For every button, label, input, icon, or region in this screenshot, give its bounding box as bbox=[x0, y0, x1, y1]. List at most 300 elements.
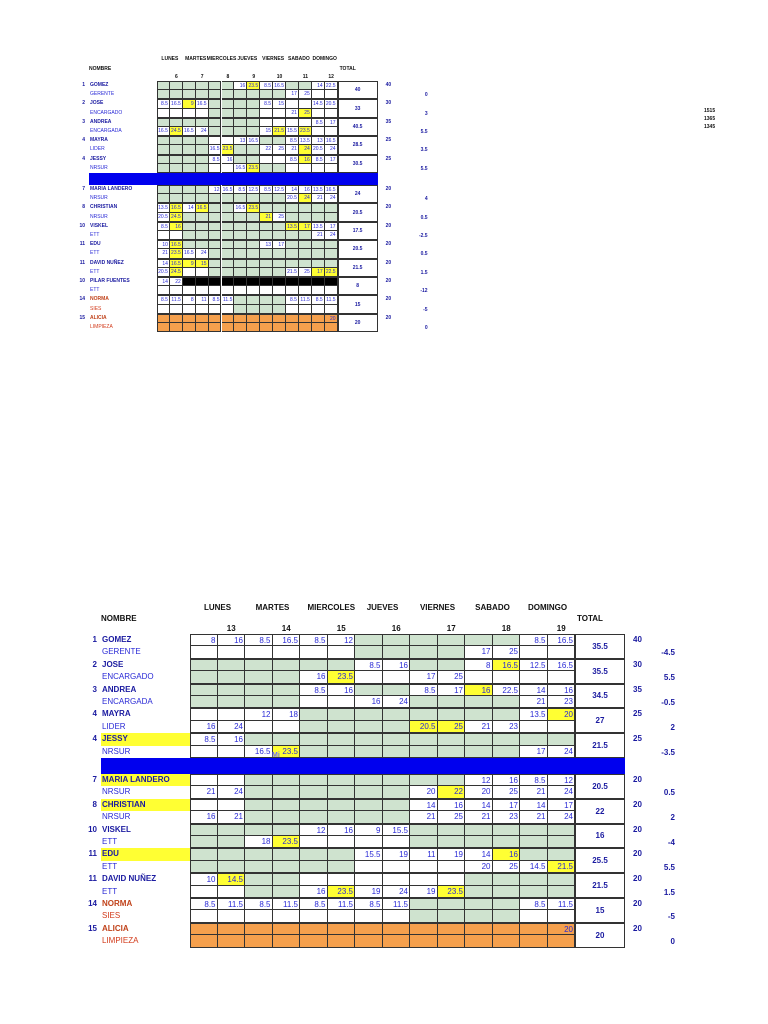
shift-cell-sabado-end[interactable] bbox=[299, 259, 312, 268]
shift-cell-sabado-end[interactable] bbox=[493, 910, 521, 922]
shift-cell-lunes-end[interactable]: 24 bbox=[218, 721, 246, 733]
shift-cell-sabado-start[interactable] bbox=[465, 836, 493, 848]
shift-cell-domingo-end[interactable]: 17 bbox=[548, 799, 576, 811]
shift-cell-martes-start[interactable] bbox=[183, 213, 196, 222]
shift-cell-jueves-start[interactable] bbox=[234, 118, 247, 127]
shift-cell-domingo-end[interactable]: 24 bbox=[548, 811, 576, 823]
shift-cell-sabado-end[interactable]: 25 bbox=[299, 90, 312, 99]
shift-cell-martes-start[interactable] bbox=[245, 786, 273, 798]
shift-cell-sabado-end[interactable]: 16 bbox=[493, 848, 521, 860]
shift-cell-viernes-end[interactable] bbox=[438, 659, 466, 671]
shift-cell-martes-start[interactable] bbox=[245, 696, 273, 708]
shift-cell-viernes-start[interactable]: 21 bbox=[260, 213, 273, 222]
shift-cell-jueves-start[interactable] bbox=[234, 222, 247, 231]
shift-cell-martes-start[interactable] bbox=[183, 90, 196, 99]
shift-cell-viernes-end[interactable] bbox=[273, 90, 286, 99]
shift-cell-lunes-end[interactable] bbox=[170, 155, 183, 164]
shift-cell-martes-end[interactable] bbox=[196, 164, 209, 173]
shift-cell-sabado-end[interactable] bbox=[493, 923, 521, 935]
shift-cell-miercoles-start[interactable] bbox=[300, 811, 328, 823]
shift-cell-jueves-end[interactable]: 23.5 bbox=[247, 164, 260, 173]
shift-cell-jueves-start[interactable]: 9 bbox=[355, 824, 383, 836]
shift-cell-lunes-end[interactable] bbox=[218, 836, 246, 848]
shift-cell-viernes-end[interactable]: 21.5 bbox=[273, 127, 286, 136]
shift-cell-sabado-start[interactable] bbox=[286, 277, 299, 286]
shift-cell-miercoles-start[interactable] bbox=[300, 861, 328, 873]
shift-cell-miercoles-start[interactable] bbox=[209, 118, 222, 127]
shift-cell-lunes-end[interactable] bbox=[170, 286, 183, 295]
shift-cell-sabado-end[interactable] bbox=[493, 836, 521, 848]
shift-cell-lunes-start[interactable] bbox=[157, 145, 170, 154]
shift-cell-domingo-end[interactable] bbox=[548, 935, 576, 947]
shift-cell-jueves-end[interactable] bbox=[383, 935, 411, 947]
shift-cell-martes-start[interactable]: 16.5 bbox=[245, 746, 273, 758]
shift-cell-martes-end[interactable] bbox=[273, 721, 301, 733]
shift-cell-jueves-end[interactable]: 15.5 bbox=[383, 824, 411, 836]
shift-cell-viernes-start[interactable]: 8.5 bbox=[260, 81, 273, 90]
shift-cell-domingo-end[interactable]: 20 bbox=[325, 314, 338, 323]
shift-cell-sabado-end[interactable]: 16 bbox=[299, 155, 312, 164]
shift-cell-lunes-end[interactable] bbox=[218, 848, 246, 860]
shift-cell-miercoles-end[interactable] bbox=[328, 836, 356, 848]
shift-cell-domingo-start[interactable] bbox=[520, 671, 548, 683]
shift-cell-martes-end[interactable] bbox=[196, 222, 209, 231]
shift-cell-jueves-end[interactable] bbox=[247, 145, 260, 154]
shift-cell-viernes-end[interactable] bbox=[438, 746, 466, 758]
shift-cell-lunes-start[interactable] bbox=[157, 155, 170, 164]
shift-cell-viernes-end[interactable] bbox=[438, 873, 466, 885]
shift-cell-martes-end[interactable] bbox=[273, 910, 301, 922]
shift-cell-domingo-start[interactable] bbox=[312, 314, 325, 323]
shift-cell-lunes-end[interactable] bbox=[170, 185, 183, 194]
shift-cell-lunes-start[interactable] bbox=[157, 323, 170, 332]
shift-cell-jueves-end[interactable] bbox=[247, 323, 260, 332]
shift-cell-miercoles-end[interactable] bbox=[328, 721, 356, 733]
shift-cell-martes-start[interactable] bbox=[245, 861, 273, 873]
shift-cell-jueves-end[interactable] bbox=[247, 305, 260, 314]
shift-cell-jueves-start[interactable] bbox=[234, 305, 247, 314]
shift-cell-miercoles-end[interactable]: 23.5 bbox=[328, 886, 356, 898]
shift-cell-viernes-end[interactable] bbox=[438, 634, 466, 646]
shift-cell-viernes-start[interactable] bbox=[260, 314, 273, 323]
shift-cell-sabado-end[interactable] bbox=[299, 286, 312, 295]
shift-cell-lunes-start[interactable]: 16.5 bbox=[157, 127, 170, 136]
shift-cell-viernes-end[interactable]: 22 bbox=[438, 786, 466, 798]
shift-cell-lunes-end[interactable] bbox=[170, 231, 183, 240]
shift-cell-miercoles-start[interactable] bbox=[209, 194, 222, 203]
shift-cell-miercoles-start[interactable] bbox=[209, 164, 222, 173]
shift-cell-viernes-end[interactable]: 17 bbox=[273, 240, 286, 249]
shift-cell-domingo-start[interactable] bbox=[312, 127, 325, 136]
shift-cell-miercoles-start[interactable] bbox=[209, 286, 222, 295]
shift-cell-sabado-start[interactable] bbox=[286, 259, 299, 268]
shift-cell-sabado-end[interactable]: 13.5 bbox=[300, 138, 310, 145]
shift-cell-sabado-start[interactable]: 12 bbox=[465, 774, 493, 786]
shift-cell-miercoles-end[interactable]: 16.5 bbox=[222, 187, 233, 193]
shift-cell-viernes-end[interactable]: 23.5 bbox=[438, 886, 466, 898]
shift-cell-martes-end[interactable] bbox=[196, 213, 209, 222]
shift-cell-martes-start[interactable]: 9 bbox=[183, 99, 196, 108]
shift-cell-domingo-end[interactable]: 22.5 bbox=[325, 83, 336, 89]
shift-cell-lunes-start[interactable]: 16 bbox=[190, 811, 218, 823]
shift-cell-jueves-end[interactable] bbox=[383, 684, 411, 696]
shift-cell-domingo-end[interactable]: 24 bbox=[548, 786, 576, 798]
shift-cell-sabado-end[interactable] bbox=[493, 671, 521, 683]
shift-cell-lunes-end[interactable] bbox=[170, 136, 183, 145]
shift-cell-miercoles-start[interactable] bbox=[300, 774, 328, 786]
shift-cell-viernes-start[interactable]: 17 bbox=[410, 671, 438, 683]
shift-cell-viernes-start[interactable] bbox=[260, 155, 273, 164]
shift-cell-miercoles-end[interactable] bbox=[328, 746, 356, 758]
shift-cell-miercoles-end[interactable] bbox=[328, 696, 356, 708]
shift-cell-jueves-end[interactable] bbox=[247, 259, 260, 268]
shift-cell-miercoles-start[interactable]: 12 bbox=[300, 824, 328, 836]
shift-cell-sabado-start[interactable] bbox=[286, 305, 299, 314]
shift-cell-miercoles-start[interactable]: 8.5 bbox=[300, 634, 328, 646]
shift-cell-sabado-end[interactable] bbox=[299, 305, 312, 314]
shift-cell-viernes-start[interactable] bbox=[260, 323, 273, 332]
shift-cell-domingo-start[interactable]: 21 bbox=[520, 696, 548, 708]
shift-cell-domingo-start[interactable] bbox=[520, 848, 548, 860]
shift-cell-sabado-start[interactable]: 16 bbox=[465, 684, 493, 696]
shift-cell-jueves-end[interactable] bbox=[247, 314, 260, 323]
shift-cell-miercoles-start[interactable] bbox=[209, 268, 222, 277]
shift-cell-jueves-start[interactable] bbox=[234, 127, 247, 136]
shift-cell-lunes-start[interactable] bbox=[157, 305, 170, 314]
shift-cell-viernes-start[interactable] bbox=[410, 935, 438, 947]
shift-cell-viernes-start[interactable] bbox=[410, 873, 438, 885]
shift-cell-domingo-end[interactable] bbox=[548, 873, 576, 885]
shift-cell-domingo-end[interactable] bbox=[325, 164, 338, 173]
shift-cell-martes-start[interactable] bbox=[245, 923, 273, 935]
shift-cell-lunes-start[interactable] bbox=[157, 164, 170, 173]
shift-cell-domingo-end[interactable] bbox=[325, 286, 338, 295]
shift-cell-martes-end[interactable] bbox=[273, 923, 301, 935]
shift-cell-sabado-start[interactable] bbox=[286, 231, 299, 240]
shift-cell-martes-start[interactable] bbox=[245, 811, 273, 823]
shift-cell-sabado-end[interactable]: 25 bbox=[299, 109, 312, 118]
shift-cell-miercoles-end[interactable] bbox=[222, 118, 235, 127]
shift-cell-domingo-start[interactable] bbox=[312, 109, 325, 118]
shift-cell-domingo-start[interactable] bbox=[312, 240, 325, 249]
shift-cell-miercoles-start[interactable] bbox=[300, 786, 328, 798]
shift-cell-miercoles-start[interactable]: 16 bbox=[300, 886, 328, 898]
shift-cell-lunes-start[interactable]: 8.5 bbox=[157, 222, 170, 231]
shift-cell-lunes-end[interactable]: 23.5 bbox=[170, 249, 183, 258]
shift-cell-viernes-end[interactable] bbox=[438, 935, 466, 947]
shift-cell-lunes-start[interactable] bbox=[190, 886, 218, 898]
shift-cell-sabado-start[interactable]: 20 bbox=[465, 786, 493, 798]
shift-cell-domingo-start[interactable] bbox=[520, 886, 548, 898]
shift-cell-lunes-end[interactable] bbox=[218, 824, 246, 836]
shift-cell-jueves-end[interactable] bbox=[247, 249, 260, 258]
shift-cell-jueves-start[interactable]: 15.5 bbox=[355, 848, 383, 860]
shift-cell-domingo-start[interactable]: 8.5 bbox=[520, 898, 548, 910]
shift-cell-jueves-start[interactable] bbox=[355, 811, 383, 823]
shift-cell-viernes-end[interactable] bbox=[273, 314, 286, 323]
shift-cell-jueves-end[interactable] bbox=[247, 268, 260, 277]
shift-cell-jueves-end[interactable]: 16 bbox=[383, 659, 411, 671]
shift-cell-domingo-end[interactable]: 24 bbox=[325, 231, 338, 240]
shift-cell-domingo-start[interactable]: 13.5 bbox=[312, 187, 323, 193]
shift-cell-domingo-start[interactable] bbox=[312, 164, 325, 173]
shift-cell-miercoles-end[interactable] bbox=[222, 259, 235, 268]
shift-cell-jueves-end[interactable] bbox=[383, 811, 411, 823]
shift-cell-miercoles-start[interactable] bbox=[209, 81, 222, 90]
shift-cell-jueves-start[interactable] bbox=[234, 268, 247, 277]
shift-cell-sabado-start[interactable] bbox=[286, 81, 299, 90]
shift-cell-martes-end[interactable] bbox=[273, 799, 301, 811]
shift-cell-miercoles-start[interactable] bbox=[300, 935, 328, 947]
shift-cell-viernes-end[interactable]: 25 bbox=[438, 721, 466, 733]
shift-cell-viernes-end[interactable] bbox=[273, 305, 286, 314]
shift-cell-viernes-end[interactable] bbox=[438, 708, 466, 720]
shift-cell-viernes-end[interactable]: 12.5 bbox=[274, 187, 284, 193]
shift-cell-jueves-start[interactable] bbox=[234, 259, 247, 268]
shift-cell-viernes-start[interactable]: 8.5 bbox=[410, 684, 438, 696]
shift-cell-domingo-end[interactable]: 16.5 bbox=[325, 187, 336, 193]
shift-cell-jueves-start[interactable] bbox=[355, 646, 383, 658]
shift-cell-lunes-start[interactable]: 8.5 bbox=[190, 898, 218, 910]
shift-cell-jueves-start[interactable] bbox=[234, 277, 247, 286]
shift-cell-jueves-end[interactable] bbox=[383, 861, 411, 873]
shift-cell-lunes-start[interactable] bbox=[190, 861, 218, 873]
shift-cell-martes-end[interactable] bbox=[196, 314, 209, 323]
shift-cell-sabado-end[interactable]: 22.5 bbox=[493, 684, 521, 696]
shift-cell-viernes-end[interactable] bbox=[273, 136, 286, 145]
shift-cell-domingo-start[interactable]: 20.5 bbox=[312, 145, 325, 154]
shift-cell-lunes-end[interactable]: 22 bbox=[170, 277, 183, 286]
shift-cell-jueves-end[interactable] bbox=[383, 774, 411, 786]
shift-cell-domingo-end[interactable] bbox=[325, 127, 338, 136]
shift-cell-domingo-end[interactable]: 17 bbox=[325, 118, 338, 127]
shift-cell-miercoles-end[interactable] bbox=[222, 240, 235, 249]
shift-cell-lunes-end[interactable]: 16 bbox=[218, 733, 246, 745]
shift-cell-sabado-end[interactable] bbox=[493, 935, 521, 947]
shift-cell-domingo-end[interactable] bbox=[548, 824, 576, 836]
shift-cell-miercoles-end[interactable] bbox=[328, 923, 356, 935]
shift-cell-jueves-start[interactable]: 16.5 bbox=[234, 164, 247, 173]
shift-cell-martes-start[interactable] bbox=[183, 268, 196, 277]
shift-cell-jueves-end[interactable] bbox=[383, 836, 411, 848]
shift-cell-viernes-end[interactable]: 16.5 bbox=[274, 83, 284, 89]
shift-cell-lunes-end[interactable]: 24.5 bbox=[170, 213, 183, 222]
shift-cell-sabado-start[interactable]: 21 bbox=[465, 721, 493, 733]
shift-cell-domingo-start[interactable]: 17 bbox=[312, 268, 325, 277]
shift-cell-sabado-start[interactable] bbox=[286, 240, 299, 249]
shift-cell-sabado-end[interactable] bbox=[493, 708, 521, 720]
shift-cell-domingo-start[interactable] bbox=[520, 910, 548, 922]
shift-cell-viernes-end[interactable] bbox=[273, 249, 286, 258]
shift-cell-viernes-end[interactable]: 16 bbox=[438, 799, 466, 811]
shift-cell-sabado-start[interactable] bbox=[286, 323, 299, 332]
shift-cell-lunes-start[interactable] bbox=[157, 314, 170, 323]
shift-cell-sabado-end[interactable]: 24 bbox=[299, 194, 312, 203]
shift-cell-jueves-end[interactable] bbox=[247, 155, 260, 164]
shift-cell-sabado-start[interactable] bbox=[286, 286, 299, 295]
shift-cell-viernes-start[interactable]: 20 bbox=[410, 786, 438, 798]
shift-cell-lunes-end[interactable]: 16.5 bbox=[171, 101, 181, 108]
shift-cell-martes-end[interactable] bbox=[273, 774, 301, 786]
shift-cell-martes-end[interactable] bbox=[196, 81, 209, 90]
shift-cell-jueves-start[interactable] bbox=[355, 684, 383, 696]
shift-cell-miercoles-start[interactable] bbox=[300, 799, 328, 811]
shift-cell-jueves-start[interactable] bbox=[355, 671, 383, 683]
shift-cell-sabado-end[interactable] bbox=[493, 873, 521, 885]
shift-cell-lunes-start[interactable] bbox=[157, 136, 170, 145]
shift-cell-domingo-start[interactable]: 8.5 bbox=[520, 774, 548, 786]
shift-cell-miercoles-end[interactable]: 16 bbox=[222, 155, 235, 164]
shift-cell-jueves-start[interactable]: 8.5 bbox=[355, 898, 383, 910]
shift-cell-lunes-start[interactable]: 8.5 bbox=[157, 295, 170, 304]
shift-cell-sabado-start[interactable] bbox=[286, 164, 299, 173]
shift-cell-lunes-start[interactable] bbox=[157, 81, 170, 90]
shift-cell-domingo-start[interactable] bbox=[312, 90, 325, 99]
shift-cell-jueves-end[interactable] bbox=[247, 240, 260, 249]
shift-cell-jueves-end[interactable] bbox=[247, 286, 260, 295]
shift-cell-miercoles-start[interactable] bbox=[209, 240, 222, 249]
shift-cell-domingo-start[interactable] bbox=[520, 824, 548, 836]
shift-cell-miercoles-start[interactable] bbox=[209, 213, 222, 222]
shift-cell-sabado-end[interactable]: 16.5 bbox=[493, 659, 521, 671]
shift-cell-martes-end[interactable]: 23.5 bbox=[273, 836, 301, 848]
shift-cell-sabado-start[interactable] bbox=[286, 99, 299, 108]
shift-cell-miercoles-start[interactable] bbox=[209, 305, 222, 314]
shift-cell-domingo-start[interactable] bbox=[312, 213, 325, 222]
shift-cell-lunes-end[interactable] bbox=[170, 194, 183, 203]
shift-cell-miercoles-end[interactable] bbox=[222, 90, 235, 99]
shift-cell-martes-end[interactable] bbox=[196, 118, 209, 127]
shift-cell-miercoles-end[interactable] bbox=[328, 646, 356, 658]
shift-cell-lunes-end[interactable] bbox=[170, 109, 183, 118]
shift-cell-sabado-end[interactable] bbox=[299, 213, 312, 222]
shift-cell-martes-start[interactable] bbox=[183, 136, 196, 145]
shift-cell-domingo-start[interactable]: 21 bbox=[312, 231, 325, 240]
shift-cell-martes-start[interactable]: 8.5 bbox=[245, 898, 273, 910]
shift-cell-viernes-end[interactable] bbox=[438, 923, 466, 935]
shift-cell-martes-end[interactable] bbox=[196, 155, 209, 164]
shift-cell-miercoles-start[interactable] bbox=[209, 99, 222, 108]
shift-cell-miercoles-end[interactable] bbox=[328, 873, 356, 885]
shift-cell-viernes-start[interactable] bbox=[260, 295, 273, 304]
shift-cell-viernes-start[interactable] bbox=[260, 118, 273, 127]
shift-cell-martes-end[interactable] bbox=[273, 824, 301, 836]
shift-cell-martes-start[interactable] bbox=[183, 240, 196, 249]
shift-cell-sabado-end[interactable]: 16 bbox=[493, 774, 521, 786]
shift-cell-jueves-end[interactable]: 16.5 bbox=[248, 138, 259, 145]
shift-cell-sabado-start[interactable]: 14 bbox=[465, 848, 493, 860]
shift-cell-miercoles-start[interactable] bbox=[300, 923, 328, 935]
shift-cell-lunes-end[interactable]: 16.5 bbox=[171, 242, 181, 249]
shift-cell-miercoles-end[interactable] bbox=[328, 848, 356, 860]
shift-cell-sabado-start[interactable] bbox=[465, 873, 493, 885]
shift-cell-domingo-start[interactable] bbox=[520, 935, 548, 947]
shift-cell-viernes-end[interactable] bbox=[438, 696, 466, 708]
shift-cell-martes-start[interactable]: 18 bbox=[245, 836, 273, 848]
shift-cell-lunes-start[interactable] bbox=[157, 90, 170, 99]
shift-cell-martes-start[interactable] bbox=[183, 305, 196, 314]
shift-cell-miercoles-end[interactable] bbox=[328, 659, 356, 671]
shift-cell-domingo-end[interactable]: 16.5 bbox=[325, 138, 336, 145]
shift-cell-martes-start[interactable] bbox=[245, 733, 273, 745]
shift-cell-lunes-end[interactable] bbox=[218, 671, 246, 683]
shift-cell-martes-end[interactable] bbox=[273, 659, 301, 671]
shift-cell-jueves-start[interactable]: 16 bbox=[234, 81, 247, 90]
shift-cell-jueves-end[interactable] bbox=[383, 923, 411, 935]
shift-cell-jueves-start[interactable] bbox=[234, 314, 247, 323]
shift-cell-martes-end[interactable] bbox=[196, 240, 209, 249]
shift-cell-jueves-start[interactable] bbox=[355, 721, 383, 733]
shift-cell-miercoles-start[interactable] bbox=[209, 90, 222, 99]
shift-cell-sabado-start[interactable] bbox=[465, 886, 493, 898]
shift-cell-martes-end[interactable] bbox=[273, 671, 301, 683]
shift-cell-lunes-end[interactable] bbox=[218, 708, 246, 720]
shift-cell-lunes-end[interactable]: 16 bbox=[170, 222, 183, 231]
shift-cell-jueves-start[interactable] bbox=[234, 145, 247, 154]
shift-cell-sabado-end[interactable] bbox=[299, 203, 312, 212]
shift-cell-jueves-start[interactable] bbox=[355, 799, 383, 811]
shift-cell-lunes-end[interactable] bbox=[218, 659, 246, 671]
shift-cell-domingo-end[interactable]: 22.5 bbox=[325, 268, 338, 277]
shift-cell-domingo-end[interactable]: 24 bbox=[325, 145, 338, 154]
shift-cell-sabado-end[interactable] bbox=[493, 733, 521, 745]
shift-cell-martes-start[interactable] bbox=[183, 222, 196, 231]
shift-cell-martes-end[interactable] bbox=[196, 231, 209, 240]
shift-cell-jueves-end[interactable] bbox=[383, 873, 411, 885]
shift-cell-martes-start[interactable] bbox=[245, 910, 273, 922]
shift-cell-lunes-start[interactable] bbox=[190, 910, 218, 922]
shift-cell-lunes-end[interactable] bbox=[218, 799, 246, 811]
shift-cell-lunes-end[interactable] bbox=[218, 684, 246, 696]
shift-cell-jueves-end[interactable] bbox=[247, 194, 260, 203]
shift-cell-domingo-start[interactable]: 13.5 bbox=[312, 223, 323, 230]
shift-cell-martes-start[interactable] bbox=[183, 145, 196, 154]
shift-cell-jueves-start[interactable] bbox=[234, 155, 247, 164]
shift-cell-miercoles-end[interactable]: 11.5 bbox=[223, 297, 233, 304]
shift-cell-viernes-start[interactable]: 22 bbox=[260, 145, 273, 154]
shift-cell-viernes-start[interactable] bbox=[260, 194, 273, 203]
shift-cell-viernes-start[interactable]: 8.5 bbox=[260, 99, 273, 108]
shift-cell-lunes-end[interactable] bbox=[170, 81, 183, 90]
shift-cell-viernes-end[interactable] bbox=[438, 898, 466, 910]
shift-cell-domingo-start[interactable]: 21 bbox=[312, 194, 325, 203]
shift-cell-lunes-start[interactable] bbox=[190, 935, 218, 947]
shift-cell-domingo-end[interactable] bbox=[325, 277, 338, 286]
shift-cell-martes-end[interactable] bbox=[196, 136, 209, 145]
shift-cell-miercoles-start[interactable]: 8.5 bbox=[300, 898, 328, 910]
shift-cell-jueves-start[interactable] bbox=[234, 90, 247, 99]
shift-cell-miercoles-start[interactable]: 12 bbox=[209, 185, 222, 194]
shift-cell-sabado-end[interactable] bbox=[493, 746, 521, 758]
shift-cell-sabado-start[interactable]: 17 bbox=[286, 90, 299, 99]
shift-cell-jueves-start[interactable] bbox=[234, 295, 247, 304]
shift-cell-lunes-end[interactable] bbox=[218, 886, 246, 898]
shift-cell-miercoles-start[interactable] bbox=[209, 231, 222, 240]
shift-cell-domingo-start[interactable] bbox=[520, 923, 548, 935]
shift-cell-lunes-start[interactable] bbox=[190, 848, 218, 860]
shift-cell-sabado-start[interactable] bbox=[465, 824, 493, 836]
shift-cell-sabado-start[interactable] bbox=[465, 708, 493, 720]
shift-cell-domingo-end[interactable] bbox=[548, 733, 576, 745]
shift-cell-sabado-start[interactable] bbox=[465, 696, 493, 708]
shift-cell-miercoles-start[interactable] bbox=[209, 136, 222, 145]
shift-cell-domingo-end[interactable] bbox=[325, 109, 338, 118]
shift-cell-viernes-end[interactable]: 25 bbox=[273, 145, 286, 154]
shift-cell-martes-end[interactable] bbox=[273, 848, 301, 860]
shift-cell-viernes-start[interactable] bbox=[260, 286, 273, 295]
shift-cell-martes-start[interactable]: 14 bbox=[183, 203, 196, 212]
shift-cell-miercoles-end[interactable] bbox=[222, 127, 235, 136]
